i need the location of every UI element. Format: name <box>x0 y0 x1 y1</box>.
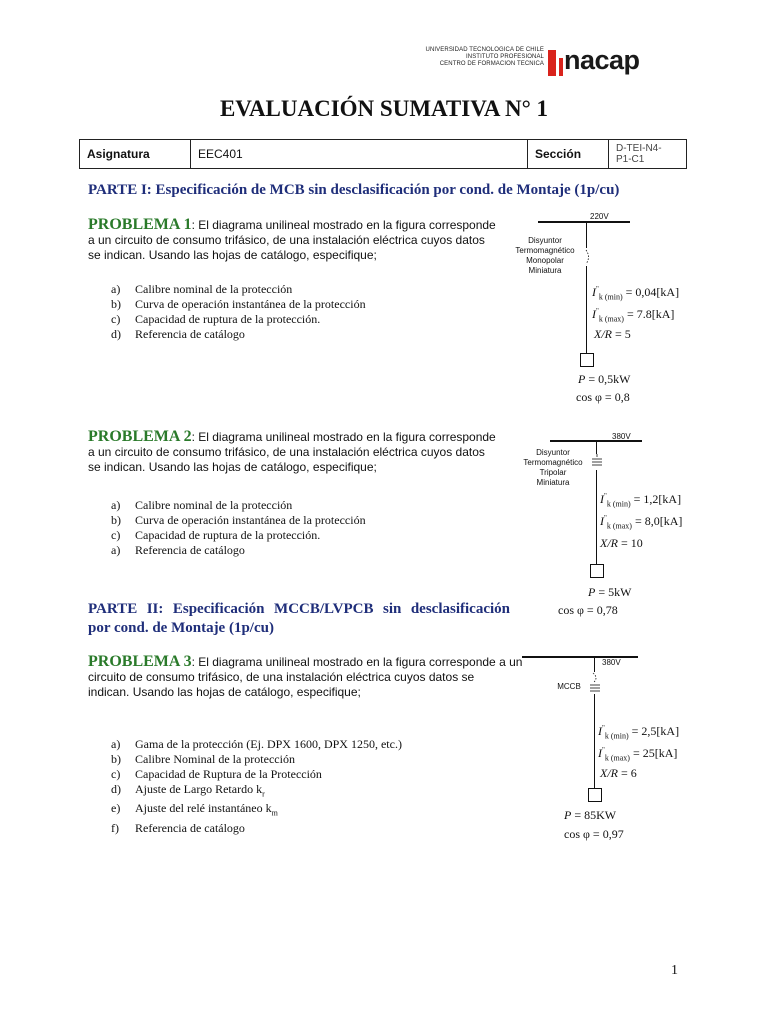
problem-2-line-2: a un circuito de consumo trifásico, de una instalación eléctrica cuyos datos <box>88 445 485 459</box>
problem-3-text <box>88 654 538 700</box>
institution-text <box>340 47 544 68</box>
list-item: b) Curva de operación instantánea de la protección <box>111 513 366 527</box>
problem-1-title: PROBLEMA 1 <box>88 216 192 233</box>
problem-2-list <box>111 498 366 558</box>
list-item: a) Calibre nominal de la protección <box>111 498 293 512</box>
ik-min-value: $I^"_{k (min)} = 2,5[kA]$ <box>598 724 680 741</box>
institution-line-3: CENTRO DE FORMACION TECNICA <box>439 61 544 67</box>
institution-line-1: UNIVERSIDAD TECNOLOGICA DE CHILE <box>425 47 544 53</box>
list-item: c) Capacidad de ruptura de la protección. <box>111 528 321 542</box>
list-item: a) Gama de la protección (Ej. DPX 1600, DPX 1250, etc.) <box>111 737 402 751</box>
seccion-value <box>609 140 687 169</box>
breaker-label: Disyuntor Termomagnético Tripolar Miniatura <box>523 448 583 487</box>
ik-min-value: $I^"_{k (min)} = 1,2[kA]$ <box>600 492 682 509</box>
problem-3-line-1: : El diagrama unilineal mostrado en la figura corresponde a un <box>191 655 523 669</box>
problem-2-diagram <box>510 430 690 620</box>
part-2-title-line-1: PARTE II: Especificación MCCB/LVPCB sin desclasificación <box>88 601 510 617</box>
problem-2-line-1: : El diagrama unilineal mostrado en la figura corresponde <box>191 430 496 444</box>
seccion-value-line-2: P1-C1 <box>616 154 645 165</box>
list-item: b) Curva de operación instantánea de la protección <box>111 297 366 311</box>
problem-3-line-2: circuito de consumo trifásico, de una instalación eléctrica cuyos datos se <box>88 670 475 684</box>
part-2-title <box>88 600 510 638</box>
institution-line-2: INSTITUTO PROFESIONAL <box>466 54 544 60</box>
bus-voltage: 220V <box>590 212 609 221</box>
power-value: P = 5kW <box>588 585 632 599</box>
page-number: 1 <box>671 963 678 978</box>
list-item: a) Referencia de catálogo <box>111 543 245 557</box>
seccion-label: Sección <box>528 140 609 169</box>
problem-3-title: PROBLEMA 3 <box>88 653 192 670</box>
list-item: c) Capacidad de Ruptura de la Protección <box>111 767 322 781</box>
page-title: EVALUACIÓN SUMATIVA N° 1 <box>219 96 549 121</box>
logo-wordmark: nacap <box>564 45 640 75</box>
part-2-title-line-2: por cond. de Montaje (1p/cu) <box>88 620 274 636</box>
ik-max-value: $I^"_{k (max)} = 8,0[kA]$ <box>600 514 683 531</box>
problem-3-diagram <box>510 652 690 847</box>
list-item: a) Calibre nominal de la protección <box>111 282 293 296</box>
cosphi-value: cos φ = 0,8 <box>576 390 630 404</box>
seccion-value-line-1: D-TEI-N4- <box>616 143 662 154</box>
xr-value: X/R = 6 <box>600 766 637 780</box>
logo-bar-small-icon <box>559 58 563 76</box>
power-value: P = 0,5kW <box>578 372 631 386</box>
bus-voltage: 380V <box>612 432 631 441</box>
asignatura-value: EEC401 <box>191 140 528 169</box>
list-item: e) Ajuste del relé instantáneo $k_m$ <box>111 801 278 818</box>
breaker-symbol-icon <box>582 248 594 266</box>
inacap-logo <box>548 46 683 80</box>
problem-2-line-3: se indican. Usando las hojas de catálogo, especifique; <box>88 460 377 474</box>
problem-1-list <box>111 282 366 342</box>
xr-value: X/R = 5 <box>594 327 631 341</box>
breaker-label: Disyuntor Termomagnético Monopolar Miniatura <box>515 236 575 275</box>
problem-2-title: PROBLEMA 2 <box>88 428 192 445</box>
course-info-table <box>79 139 687 169</box>
ik-max-value: $I^"_{k (max)} = 7.8[kA]$ <box>592 307 675 324</box>
list-item: c) Capacidad de ruptura de la protección. <box>111 312 321 326</box>
list-item: d) Referencia de catálogo <box>111 327 245 341</box>
problem-3-line-3: indican. Usando las hojas de catálogo, especifique; <box>88 685 361 699</box>
problem-1-diagram <box>510 212 690 412</box>
bus-voltage: 380V <box>602 658 621 667</box>
breaker-symbol-icon <box>590 454 604 470</box>
ik-max-value: $I^"_{k (max)} = 25[kA]$ <box>598 746 678 763</box>
problem-1-text <box>88 217 518 263</box>
problem-1-line-2: a un circuito de consumo trifásico, de una instalación eléctrica cuyos datos <box>88 233 485 247</box>
logo-bar-icon <box>548 50 556 76</box>
busbar <box>538 221 630 223</box>
list-item: d) Ajuste de Largo Retardo $k_r$ <box>111 782 265 799</box>
problem-2-text <box>88 429 518 475</box>
asignatura-label: Asignatura <box>80 140 191 169</box>
power-value: P = 85KW <box>564 808 617 822</box>
load-icon <box>588 788 602 802</box>
load-icon <box>590 564 604 578</box>
xr-value: X/R = 10 <box>600 536 643 550</box>
problem-1-line-3: se indican. Usando las hojas de catálogo, especifique; <box>88 248 377 262</box>
list-item: b) Calibre Nominal de la protección <box>111 752 295 766</box>
list-item: f) Referencia de catálogo <box>111 820 245 835</box>
breaker-symbol-icon <box>588 672 602 694</box>
cosphi-value: cos φ = 0,78 <box>558 603 618 617</box>
cosphi-value: cos φ = 0,97 <box>564 827 624 841</box>
breaker-label: MCCB <box>557 682 581 691</box>
ik-min-value: $I^"_{k (min)} = 0,04[kA]$ <box>592 285 680 302</box>
part-1-title: PARTE I: Especificación de MCB sin desclasificación por cond. de Montaje (1p/cu) <box>88 182 620 198</box>
problem-1-line-1: : El diagrama unilineal mostrado en la figura corresponde <box>191 218 496 232</box>
problem-3-list <box>111 737 402 836</box>
load-icon <box>580 353 594 367</box>
feeder-line <box>586 223 587 354</box>
